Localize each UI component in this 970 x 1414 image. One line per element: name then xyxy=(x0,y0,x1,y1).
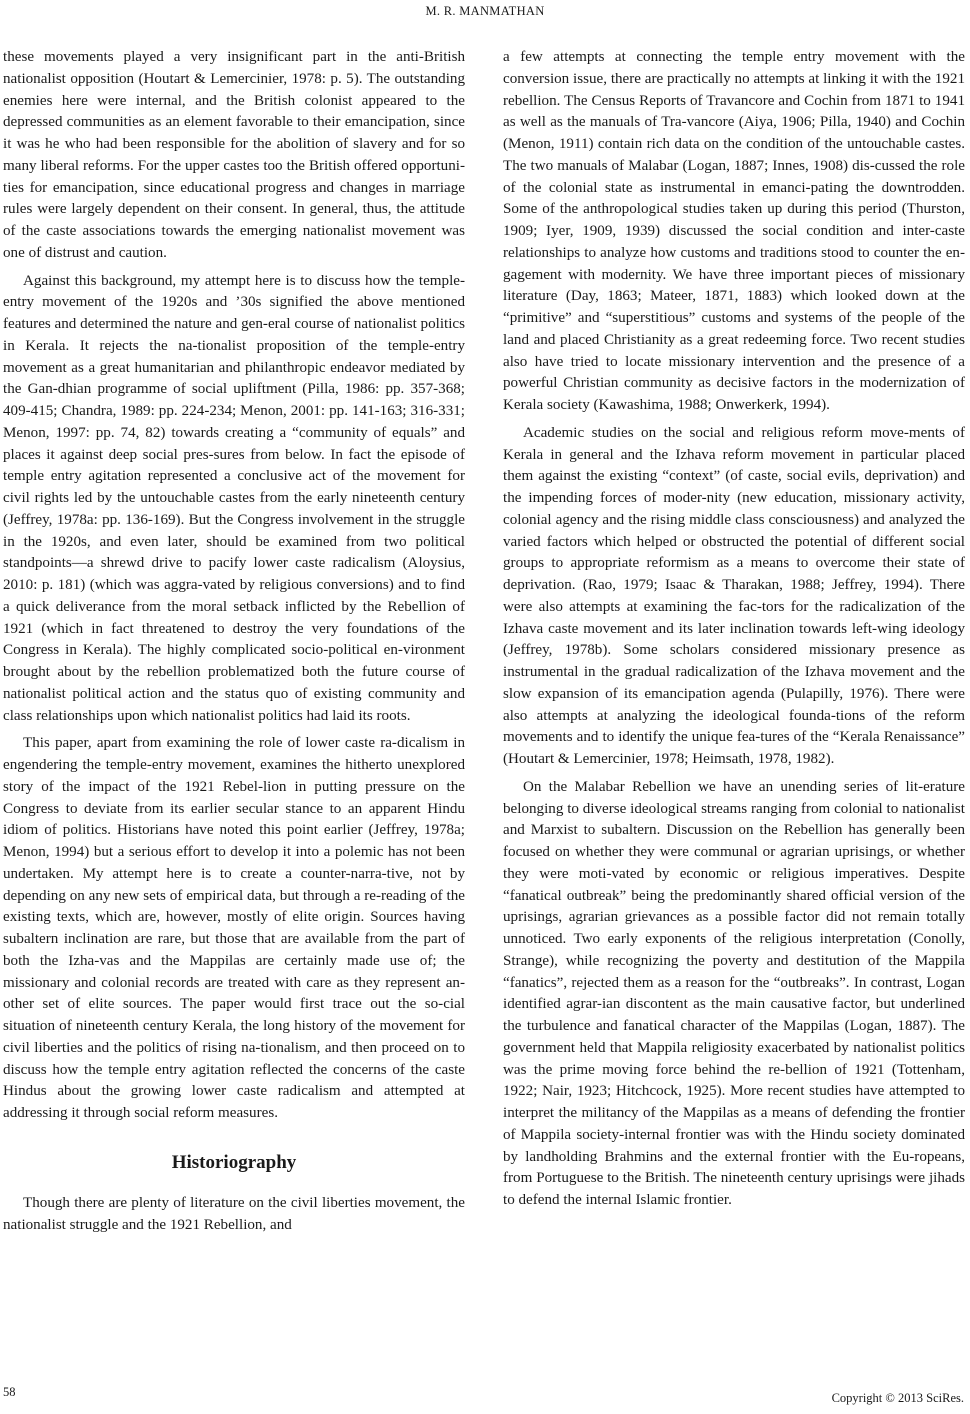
paragraph: a few attempts at connecting the temple entry movement with the conversion issue, there are practically no attempts at linking it with the 1921 rebellion. The Census Reports of Travancore and Cochin from 1871 to 1941 as well as the manuals of Tra-vancore (Aiya, 1906; Pilla, 1940) and Cochin (Menon, 1911) contain rich data on the condition of the untouchable castes. The two manuals of Malabar (Logan, 1887; Innes, 1908) dis-cussed the role of the colonial state as instrumental in emanci-pating the downtrodden. Some of the anthropological studies taken up during this period (Thurston, 1909; Iyer, 1909, 1939) discussed the social condition and inter-caste relationships to analyze how customs and traditions stood to counter the en-gagement with modernity. We have three important pieces of missionary literature (Day, 1863; Mateer, 1871, 1883) which looked down at the “primitive” and “superstitious” customs and systems of the people of the land and placed Christianity as a great redeeming force. Two recent studies also have tried to locate missionary intervention and the presence of a powerful Christian community as decisive factors in the modernization of Kerala society (Kawashima, 1988; Onwerkerk, 1994). xyxy=(503,49,965,413)
page-number: 58 xyxy=(3,1385,16,1399)
paragraph: these movements played a very insignificant part in the anti-British nationalist opposition (Houtart & Lemercinier, 1978: p. 5). The outstanding enemies here were internal, and the British colonist appeared to the depressed communities as an element favorable to their emancipation, since it was he who had been responsible for the abolition of slavery and for so many liberal reforms. For the upper castes too the British offered opportuni-ties for emancipation, since educational progress and changes in marriage rules were largely dependent on their consent. In general, thus, the attitude of the caste associations towards the emerging nationalist movement was one of distrust and caution. xyxy=(3,49,465,261)
left-column xyxy=(3,47,465,1236)
paragraph: Though there are plenty of literature on the civil liberties movement, the nationalist struggle and the 1921 Rebellion, and xyxy=(3,1194,465,1233)
right-column xyxy=(503,47,965,1212)
paragraph: Against this background, my attempt here is to discuss how the temple-entry movement of the 1920s and ’30s signified the above mentioned features and determined the nature and gen-eral course of nationalist politics in Kerala. It rejects the na-tionalist proposition of the temple-entry movement as a great humanitarian and philanthropic endeavor mediated by the Gan-dhian programme of social upliftment (Pilla, 1986: pp. 357-368; 409-415; Chandra, 1989: pp. 224-234; Menon, 2001: pp. 141-163; 316-331; Menon, 1997: pp. 74, 82) towards creating a “community of equals” and places it against deep social pres-sures from below. In fact the episode of temple entry agitation represented a conclusive act of the movement for civil rights led by the untouchable castes from the early nineteenth century (Jeffrey, 1978a: pp. 136-169). But the Congress involvement in the struggle in the 1920s, and even later, should be examined from two political standpoints—a shrewd drive to pacify lower caste radicalism (Aloysius, 2010: p. 181) (which was aggra-vated by religious conversions) and to find a quick deliverance from the moral setback inflicted by the Rebellion of 1921 (which in fact threatened to destroy the very foundations of the Congress in Kerala). The highly complicated socio-political en-vironment brought about by the rebellion problematized both the future course of nationalist political action and the status quo of existing community and class relationships upon which nationalist politics had laid its roots. xyxy=(3,272,465,724)
running-head: M. R. MANMATHAN xyxy=(425,4,545,18)
paragraph: Academic studies on the social and religious reform move-ments of Kerala in general and the Izhava reform movement in particular placed them against the existing “context” (of caste, social evils, deprivation) and the impending forces of moder-nity (new education, missionary activity, colonial agency and the rising middle class consciousness) and analyzed the varied factors which helped or obstructed the potential of different social groups to appropriate reformism as a means to overcome their state of deprivation. (Rao, 1979; Isaac & Tharakan, 1988; Jeffrey, 1994). There were also attempts at examining the fac-tors for the radicalization of the Izhava caste movement and its later inclination towards left-wing ideology (Jeffrey, 1978b). Some scholars considered missionary presence as instrumental in the gradual radicalization of the Izhava movement and the slow expansion of its emancipation agenda (Pulapilly, 1976). There were also attempts at analyzing the ideological founda-tions of the reform movements and to identify the unique fea-tures of the “Kerala Renaissance” (Houtart & Lemercinier, 1978; Heimsath, 1978, 1982). xyxy=(503,424,965,767)
paragraph: On the Malabar Rebellion we have an unending series of lit-erature belonging to diverse ideological streams ranging from colonial to nationalist and Marxist to subaltern. Discussion on the Rebellion has generally been focused on whether they were communal or agrarian uprisings, or whether they were moti-vated by economic or religious imperatives. Despite “fanatical outbreak” being the predominantly shared official version of the uprisings, agrarian grievances as a possible factor did not remain totally unnoticed. Two early exponents of the religious interpretation (Conolly, Strange), while recognizing the poverty and destitution of the Mappila “fanatics”, rejected them as a reason for the “outbreaks”. In contrast, Logan identified agrar-ian discontent as the main causative factor, but underlined the turbulence and fanatical character of the Mappilas (Logan, 1887). The government held that Mappila religiosity exacerbated by nationalist politics was the prime moving force behind the re-bellion of 1921 (Tottenham, 1922; Nair, 1923; Hitchcock, 1925). More recent studies have attempted to interpret the militancy of the Mappilas as a means of defending the frontier of Mappila society-internal frontier was with the Hindu society dominated by landholding Brahmins and the external frontier with the Eu-ropeans, from Portuguese to the British. The nineteenth century uprisings were jihads to defend the internal Islamic frontier. xyxy=(503,778,965,1208)
section-heading: Historiography xyxy=(171,1151,297,1173)
copyright-notice: Copyright © 2013 SciRes. xyxy=(831,1391,964,1405)
paragraph: This paper, apart from examining the role of lower caste ra-dicalism in engendering the temple-entry movement, examines the hitherto unexplored story of the impact of the 1921 Rebel-lion in putting pressure on the Congress to deviate from its earlier secular stance to an apparent Hindu idiom of politics. Historians have noted this point earlier (Jeffrey, 1978a; Menon, 1994) but a serious effort to develop it into a polemic has not been undertaken. My attempt here is to create a counter-narra-tive, not by depending on any new sets of empirical data, but through a re-reading of the existing texts, which are, however, mostly of elite origin. Sources having subaltern inclination are rare, but those that are available from the part of both the Izha-vas and the Mappilas are certainly made use of; the missionary and colonial records are treated with care as they represent an-other set of elite sources. The paper would first trace out the so-cial situation of nineteenth century Kerala, the long history of the movement for civil liberties and the politics of rising na-tionalism, and then proceed on to discuss how the temple entry agitation reflected the concerns of the caste Hindus about the growing lower caste radicalism and attempted at addressing it through social reform measures. xyxy=(3,735,465,1121)
